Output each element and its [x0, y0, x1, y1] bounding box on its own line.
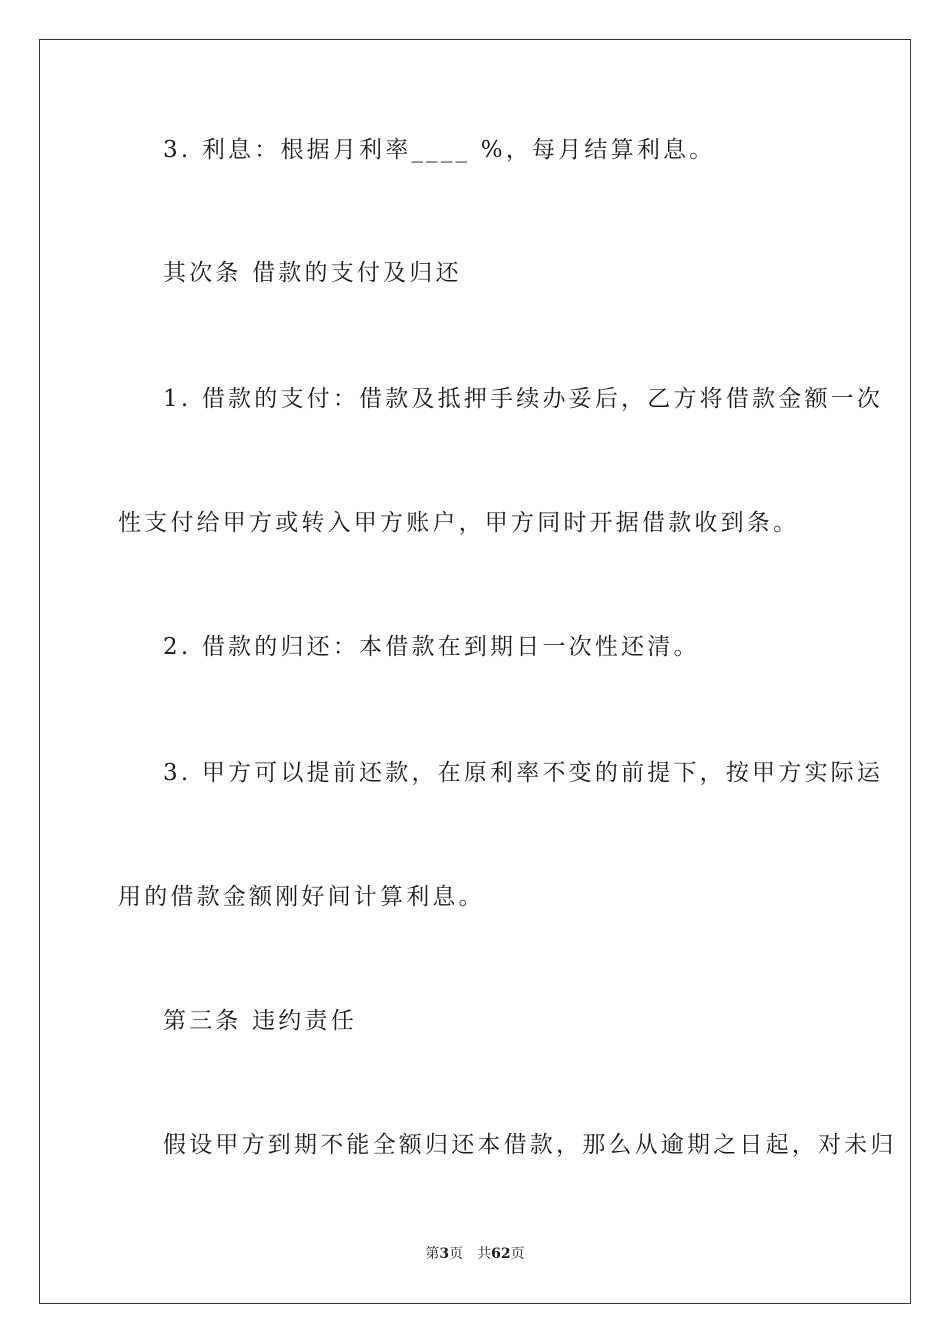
total-pages: 62 — [491, 1246, 511, 1262]
payment-clause-line-2: 性支付给甲方或转入甲方账户，甲方同时开据借款收到条。 — [118, 510, 800, 536]
payment-clause-line-1: 1. 借款的支付：借款及抵押手续办妥后，乙方将借款金额一次 — [163, 386, 884, 412]
section-heading-payment-return: 其次条 借款的支付及归还 — [163, 260, 462, 286]
liability-clause-line: 假设甲方到期不能全额归还本借款，那么从逾期之日起，对未归 — [163, 1132, 897, 1158]
page-prefix: 第 — [425, 1246, 440, 1262]
section-heading-liability: 第三条 违约责任 — [163, 1008, 357, 1034]
page-number: 3 — [439, 1246, 450, 1262]
early-repayment-line-1: 3. 甲方可以提前还款，在原利率不变的前提下，按甲方实际运 — [163, 760, 884, 786]
early-repayment-line-2: 用的借款金额刚好间计算利息。 — [118, 884, 485, 910]
total-suffix: 页 — [510, 1246, 525, 1262]
page-suffix: 页 — [449, 1246, 464, 1262]
page-footer — [0, 1244, 950, 1264]
interest-clause-line: 3. 利息：根据月利率____ %，每月结算利息。 — [163, 137, 716, 163]
return-clause-line: 2. 借款的归还：本借款在到期日一次性还清。 — [163, 634, 700, 660]
total-prefix: 共 — [477, 1246, 492, 1262]
page-border — [39, 39, 911, 1304]
